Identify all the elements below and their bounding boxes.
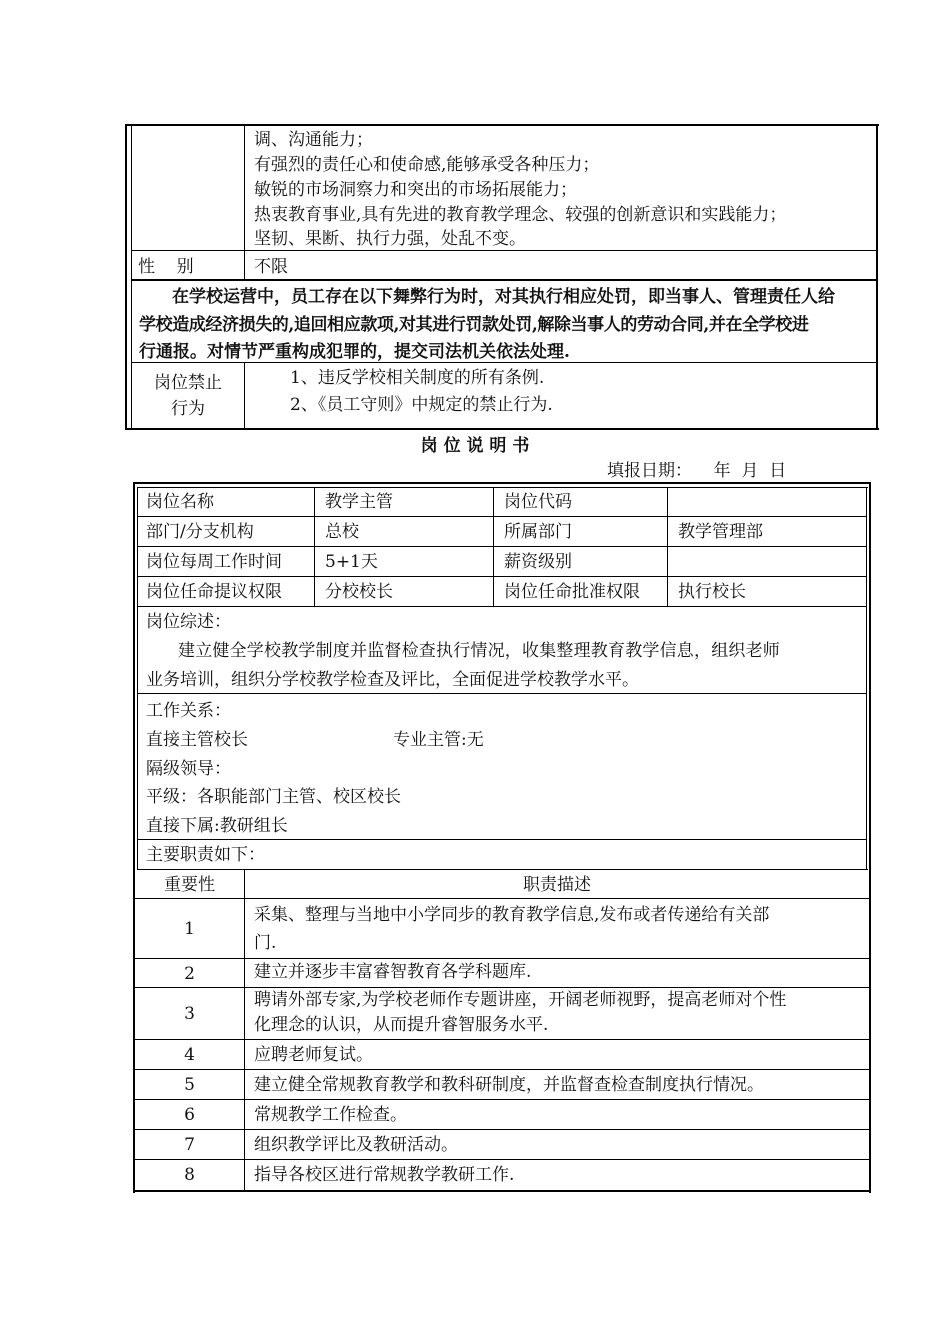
duty-number: 2 — [184, 964, 195, 984]
notice-line: 在学校运营中，员工存在以下舞弊行为时，对其执行相应处罚，即当事人、管理责任人给 — [172, 287, 835, 307]
info-value: 分校校长 — [325, 582, 393, 602]
requirement-line: 有强烈的责任心和使命感,能够承受各种压力； — [254, 155, 600, 175]
info-label: 岗位代码 — [504, 492, 572, 512]
info-label: 岗位名称 — [146, 492, 214, 512]
forbidden-item: 1、违反学校相关制度的所有条例. — [290, 368, 545, 388]
duty-text: 采集、整理与当地中小学同步的教育教学信息,发布或者传递给有关部 — [254, 905, 770, 925]
peer-level: 平级：各职能部门主管、校区校长 — [146, 787, 401, 807]
info-value: 教学管理部 — [678, 522, 763, 542]
info-label: 岗位每周工作时间 — [146, 552, 282, 572]
requirement-line: 热衷教育事业,具有先进的教育教学理念、较强的创新意识和实践能力； — [254, 205, 787, 225]
direct-subordinate: 直接下属:教研组长 — [146, 816, 288, 836]
duty-number: 6 — [184, 1105, 195, 1125]
info-value: 教学主管 — [325, 492, 393, 512]
info-value: 执行校长 — [678, 582, 746, 602]
info-label: 岗位任命提议权限 — [146, 582, 282, 602]
notice-line: 学校造成经济损失的,追回相应款项,对其进行罚款处罚,解除当事人的劳动合同,并在全学校进 — [139, 315, 809, 335]
summary-label: 岗位综述： — [146, 612, 231, 632]
requirement-line: 调、沟通能力； — [254, 130, 373, 150]
duty-text: 化理念的认识，从而提升睿智服务水平. — [254, 1015, 549, 1035]
duty-text: 组织教学评比及教研活动。 — [254, 1135, 458, 1155]
forbidden-item: 2、《员工守则》中规定的禁止行为. — [290, 395, 553, 415]
summary-text: 建立健全学校教学制度并监督检查执行情况，收集整理教育教学信息，组织老师 — [178, 641, 780, 661]
col-description: 职责描述 — [523, 875, 591, 895]
duty-number: 7 — [184, 1135, 195, 1155]
info-label: 薪资级别 — [504, 552, 572, 572]
info-label: 所属部门 — [504, 522, 572, 542]
info-label: 岗位任命批准权限 — [504, 582, 640, 602]
duty-number: 1 — [184, 919, 195, 939]
duty-number: 5 — [184, 1075, 195, 1095]
info-value: 5+1天 — [325, 552, 378, 572]
duty-number: 8 — [184, 1165, 195, 1185]
duty-text: 聘请外部专家,为学校老师作专题讲座，开阔老师视野，提高老师对个性 — [254, 990, 787, 1010]
duty-text: 指导各校区进行常规教学教研工作. — [254, 1165, 515, 1185]
summary-text: 业务培训，组织分学校教学检查及评比，全面促进学校教学水平。 — [146, 670, 639, 690]
duties-label: 主要职责如下： — [146, 845, 265, 865]
requirement-line: 坚韧、果断、执行力强，处乱不变。 — [254, 229, 526, 249]
gender-label: 性 别 — [138, 257, 194, 277]
requirement-line: 敏锐的市场洞察力和突出的市场拓展能力； — [254, 180, 577, 200]
forbidden-label: 行为 — [171, 399, 205, 419]
info-label: 部门/分支机构 — [146, 522, 254, 542]
notice-line: 行通报。对情节严重构成犯罪的，提交司法机关依法处理. — [139, 342, 570, 362]
duty-text: 常规教学工作检查。 — [254, 1105, 407, 1125]
col-importance: 重要性 — [164, 875, 215, 895]
direct-supervisor: 直接主管校长 — [146, 730, 248, 750]
duty-text: 建立健全常规教育教学和教科研制度，并监督查检查制度执行情况。 — [254, 1075, 764, 1095]
duty-text: 建立并逐步丰富睿智教育各学科题库. — [254, 962, 532, 982]
info-value: 总校 — [325, 522, 359, 542]
forbidden-label: 岗位禁止 — [154, 373, 222, 393]
duty-text: 门. — [254, 933, 277, 953]
duty-text: 应聘老师复试。 — [254, 1045, 373, 1065]
fill-date: 填报日期： 年 月 日 — [607, 461, 787, 481]
skip-level-leader: 隔级领导： — [146, 759, 231, 779]
duty-number: 4 — [184, 1045, 195, 1065]
duty-number: 3 — [184, 1004, 195, 1024]
page-title: 岗 位 说 明 书 — [420, 436, 530, 456]
relations-label: 工作关系： — [146, 701, 231, 721]
gender-value: 不限 — [254, 257, 288, 277]
professional-supervisor: 专业主管:无 — [393, 730, 484, 750]
